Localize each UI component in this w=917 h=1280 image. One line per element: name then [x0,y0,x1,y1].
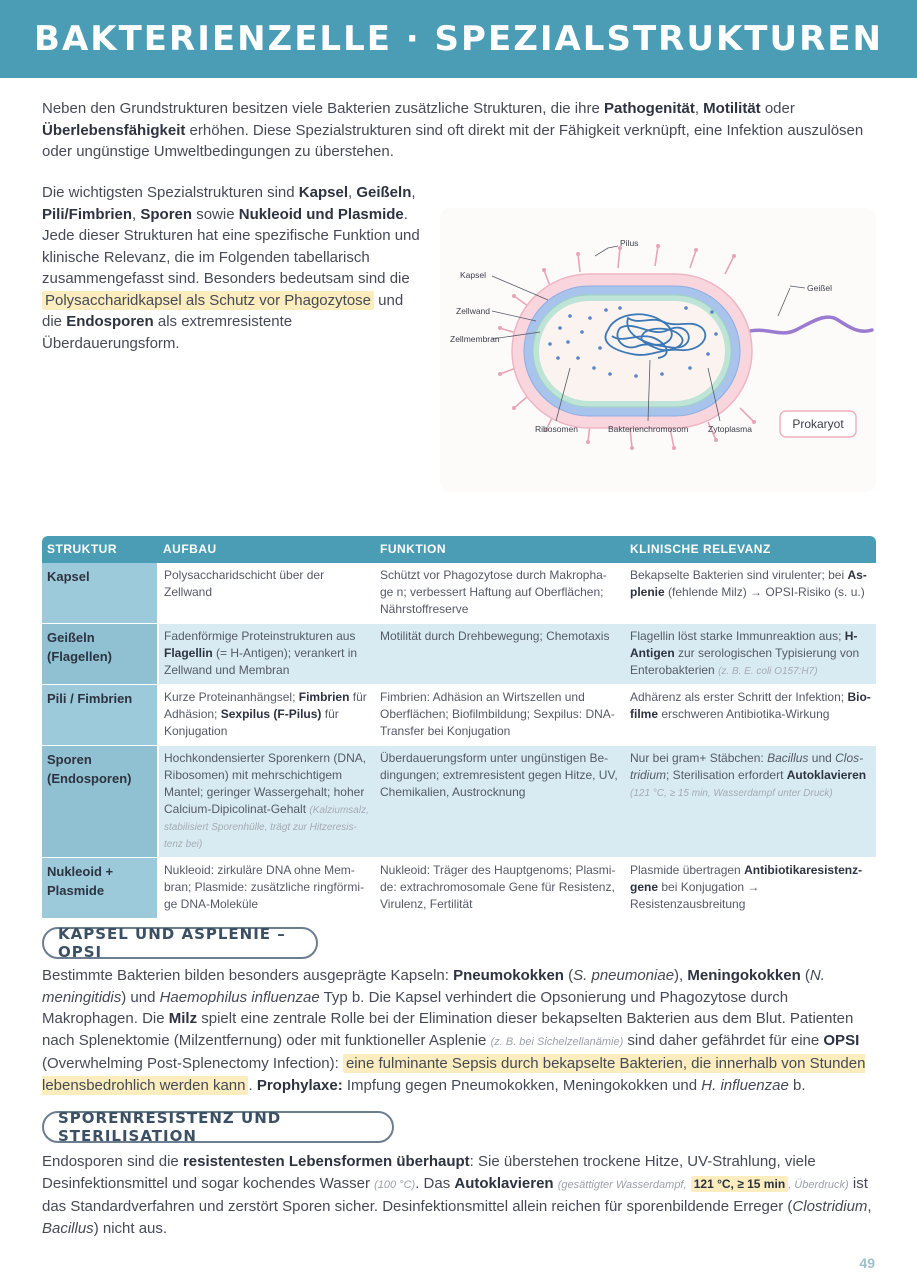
cell-funktion: Überdauerungsform unter ungünstigen Be-dingungen; extremresistent gegen Hitze, UV, Chemikalien, Austrocknung [375,746,625,858]
cytoplasm [539,301,725,401]
prokaryote-diagram [440,208,876,492]
cell-struktur: Pili / Fimbrien [42,685,158,746]
label-kapsel: Kapsel [460,270,486,280]
table-row [42,563,876,624]
header-relevanz: KLINISCHE RELEVANZ [625,536,876,563]
cell-aufbau: Fadenförmige Proteinstrukturen aus Flagellin (= H-Antigen); verankert in Zellwand und Membran [158,624,375,685]
cell-relevanz: Flagellin löst starke Immunreaktion aus; H-Antigen zur serologischen Typisierung von Enterobakterien (z. B. E. coli O157:H7) [625,624,876,685]
cell-struktur: Nukleoid + Plasmide [42,858,158,919]
header-funktion: FUNKTION [375,536,625,563]
page-header [0,0,917,78]
label-ribosomen: Ribosomen [535,424,578,434]
cell-struktur: Sporen (Endosporen) [42,746,158,858]
cell-aufbau: Hochkondensierter Sporenkern (DNA, Ribosomen) mit mehrschichtigem Mantel; geringer Wassergehalt; hoher Calcium-Dipicolinat-Gehalt (Kalziumsalz, stabilisiert Sporenhülle, trägt zur Hitzeresis-tenz bei) [158,746,375,858]
label-pilus: Pilus [620,238,639,248]
label-zytoplasma: Zytoplasma [708,424,752,434]
highlight-autoklav: 121 °C, ≥ 15 min [691,1176,788,1192]
cell-funktion: Nukleoid: Träger des Hauptgenoms; Plasmi-de: extrachromosomale Gene für Resistenz, Virulenz, Fertilität [375,858,625,919]
intro-paragraph-2: Die wichtigsten Spezialstrukturen sind Kapsel, Geißeln, Pili/Fimbrien, Sporen sowie Nukleoid und Plasmide. Jede dieser Strukturen hat eine spezifische Funktion und klinische Relevanz, die im Folgenden tabellarisch zusammengefasst sind. Besonders bedeutsam sind die Polysaccharidkapsel als Schutz vor Phagozytose und die Endosporen als extremresistente Überdauerungsform. [42,184,420,352]
table-row [42,746,876,858]
page-title: BAKTERIENZELLE · SPEZIALSTRUKTUREN [34,19,883,59]
table-row [42,858,876,919]
cell-funktion: Fimbrien: Adhäsion an Wirtszellen und Oberflächen; Biofilmbildung; Sexpilus: DNA-Transfer bei Konjugation [375,685,625,746]
header-aufbau: AUFBAU [158,536,375,563]
cell-relevanz: Adhärenz als erster Schritt der Infektion; Bio-filme erschweren Antibiotika-Wirkung [625,685,876,746]
intro-paragraph-1: Neben den Grundstrukturen besitzen viele Bakterien zusätzliche Strukturen, die ihre Pathogenität, Motilität oder Überlebensfähigkeit erhöhen. Diese Spezialstrukturen sind oft direkt mit der Fähigkeit verknüpft, eine Infektion auszulösen oder ungünstige Umweltbedingungen zu überstehen. [42,100,864,160]
cell-aufbau: Nukleoid: zirkuläre DNA ohne Mem-bran; Plasmide: zusätzliche ringförmi-ge DNA-Moleküle [158,858,375,919]
label-zellmembran: Zellmembran [450,334,500,344]
section-title-sporen: SPORENRESISTENZ UND STERILISATION [42,1111,394,1143]
page-number: 49 [859,1255,875,1271]
label-chromosom: Bakterienchromosom [608,424,689,434]
cell-funktion: Motilität durch Drehbewegung; Chemotaxis [375,624,625,685]
prokaryot-badge-label: Prokaryot [792,417,844,431]
highlight-opsi: eine fulminante Sepsis durch bekapselte Bakterien, die innerhalb von Stunden lebensbedrohlich werden kann [42,1055,866,1094]
table-row [42,685,876,746]
table-row [42,624,876,685]
sporen-paragraph: Endosporen sind die resistentesten Lebensformen überhaupt: Sie überstehen trockene Hitze, UV-Strahlung, viele Desinfektionsmittel und sogar kochendes Wasser (100 °C). Das Autoklavieren (gesättigter Wasserdampf, 121 °C, ≥ 15 min , Überdruck) ist das Standardverfahren und zerstört Sporen sicher. Desinfektionsmittel allein reichen für sporenbildende Erreger (Clostridium, Bacillus) nicht aus. [42,1153,872,1237]
section-title-opsi: KAPSEL UND ASPLENIE – OPSI [42,927,318,959]
header-struktur: STRUKTUR [42,536,158,563]
prokaryote-illustration [440,208,876,492]
label-geissel: Geißel [807,283,833,293]
opsi-paragraph: Bestimmte Bakterien bilden besonders ausgeprägte Kapseln: Pneumokokken (S. pneumoniae), Meningokokken (N. meningitidis) und Haemophilus influenzae Typ b. Die Kapsel verhindert die Opsonierung und Phagozytose durch Makrophagen. Die Milz spielt eine zentrale Rolle bei der Elimination dieser bekapselten Bakterien aus dem Blut. Patienten nach Splenektomie (Milzentfernung) oder mit funktioneller Asplenie (z. B. bei Sichelzellanämie) sind daher gefährdet für eine OPSI (Overwhelming Post-Splenectomy Infection): eine fulminante Sepsis durch bekapselte Bakterien, die innerhalb von Stunden lebensbedrohlich werden kann . Prophylaxe: Impfung gegen Pneumokokken, Meningokokken und H. influenzae b. [42,967,866,1094]
cell-struktur: Geißeln (Flagellen) [42,624,158,685]
cell-funktion: Schützt vor Phagozytose durch Makropha-ge n; verbessert Haftung auf Oberflächen; Nährstoffreserve [375,563,625,624]
cell-aufbau: Kurze Proteinanhängsel; Fimbrien für Adhäsion; Sexpilus (F-Pilus) für Konjugation [158,685,375,746]
structures-table [42,536,876,919]
label-zellwand: Zellwand [456,306,491,316]
cell-relevanz: Bekapselte Bakterien sind virulenter; bei As-plenie (fehlende Milz) → OPSI-Risiko (s. u.) [625,563,876,624]
cell-aufbau: Polysaccharidschicht über der Zellwand [158,563,375,624]
table-header-row [42,536,876,563]
cell-relevanz: Plasmide übertragen Antibiotikaresistenz-gene bei Konjugation → Resistenzausbreitung [625,858,876,919]
cell-struktur: Kapsel [42,563,158,624]
highlight-kapsel: Polysaccharidkapsel als Schutz vor Phagozytose [42,291,374,310]
cell-relevanz: Nur bei gram+ Stäbchen: Bacillus und Clos-tridium; Sterilisation erfordert Autoklavieren (121 °C, ≥ 15 min, Wasserdampf unter Druck) [625,746,876,858]
